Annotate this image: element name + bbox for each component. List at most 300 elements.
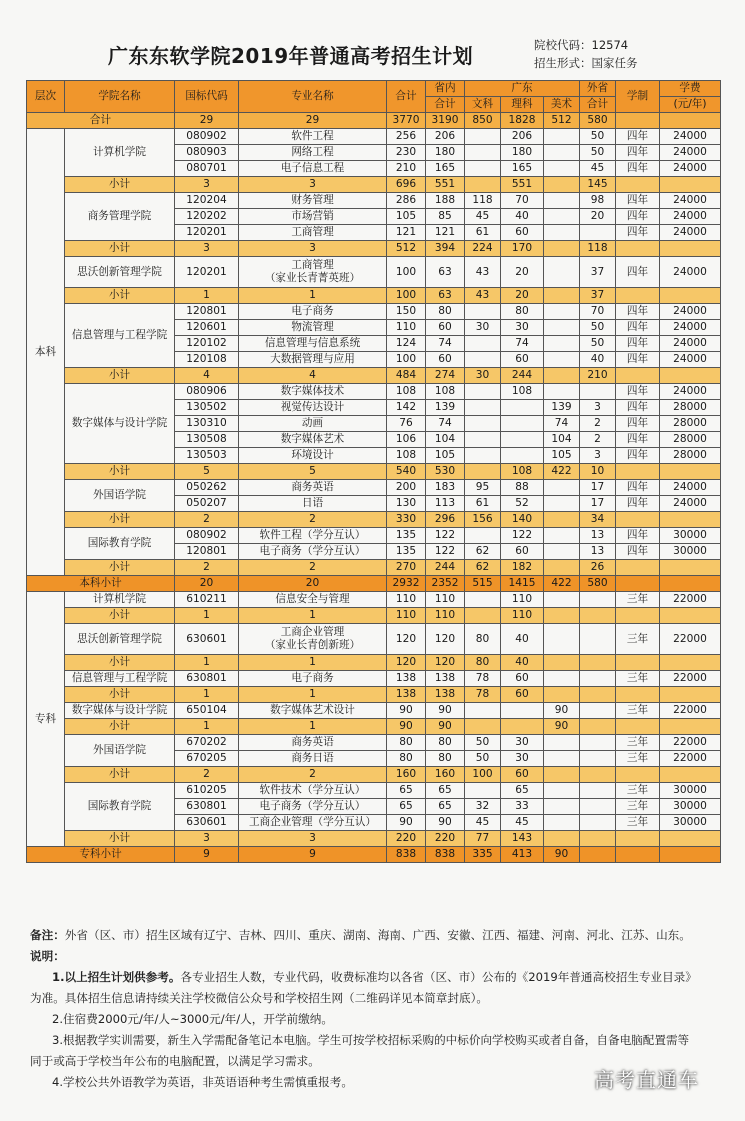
- cell-in_prov: 121: [426, 225, 465, 241]
- summary-codes: 20: [175, 576, 239, 592]
- subtotal-total: 484: [387, 368, 426, 384]
- subtotal-codes: 5: [175, 464, 239, 480]
- national-code: 610205: [175, 783, 239, 799]
- enrollment-plan-table: [26, 80, 721, 863]
- major-name-line2: （家业长青菁英班）: [264, 272, 361, 284]
- national-code: 080701: [175, 161, 239, 177]
- cell-fee: 30000: [660, 815, 721, 831]
- table-row: [27, 304, 721, 320]
- table-row: [27, 384, 721, 400]
- cell-sci: 108: [501, 384, 544, 400]
- cell-out_prov: 17: [580, 496, 616, 512]
- table-row: [27, 129, 721, 145]
- college-subtotal-row: [27, 241, 721, 257]
- subtotal-duration: [616, 719, 660, 735]
- subtotal-fine: [544, 241, 580, 257]
- college-name: 国际教育学院: [65, 528, 175, 560]
- cell-fee: 24000: [660, 225, 721, 241]
- major-name: 商务英语: [239, 735, 387, 751]
- cell-out_prov: [580, 783, 616, 799]
- cell-dur: 四年: [616, 400, 660, 416]
- cell-out_prov: 3: [580, 448, 616, 464]
- cell-dur: 四年: [616, 145, 660, 161]
- cell-arts: 118: [465, 193, 501, 209]
- cell-sci: 40: [501, 209, 544, 225]
- cell-in_prov: 65: [426, 783, 465, 799]
- national-code: 670205: [175, 751, 239, 767]
- cell-total: 76: [387, 416, 426, 432]
- cell-fee: 22000: [660, 751, 721, 767]
- cell-arts: 61: [465, 496, 501, 512]
- cell-fine: 139: [544, 400, 580, 416]
- college-subtotal-row: [27, 767, 721, 783]
- college-subtotal-row: [27, 368, 721, 384]
- cell-arts: 62: [465, 544, 501, 560]
- major-name: 工商管理: [239, 225, 387, 241]
- subtotal-majors: 3: [239, 831, 387, 847]
- header-major: 专业名称: [239, 81, 387, 113]
- summary-fee: [660, 847, 721, 863]
- cell-dur: 四年: [616, 209, 660, 225]
- cell-arts: [465, 145, 501, 161]
- national-code: 080906: [175, 384, 239, 400]
- cell-dur: 四年: [616, 193, 660, 209]
- college-name: 信息管理与工程学院: [65, 304, 175, 368]
- summary-in_prov: 838: [426, 847, 465, 863]
- subtotal-fee: [660, 464, 721, 480]
- cell-out_prov: 98: [580, 193, 616, 209]
- cell-out_prov: [580, 751, 616, 767]
- national-code: 120201: [175, 257, 239, 288]
- subtotal-fee: [660, 767, 721, 783]
- cell-out_prov: 50: [580, 320, 616, 336]
- subtotal-sci: 60: [501, 687, 544, 703]
- cell-arts: [465, 783, 501, 799]
- subtotal-sci: 110: [501, 608, 544, 624]
- summary-duration: [616, 113, 660, 129]
- cell-fine: [544, 671, 580, 687]
- subtotal-fee: [660, 177, 721, 193]
- major-name: 视觉传达设计: [239, 400, 387, 416]
- college-name: 外国语学院: [65, 735, 175, 767]
- cell-fee: 24000: [660, 480, 721, 496]
- national-code: 080902: [175, 528, 239, 544]
- major-name: [239, 257, 387, 288]
- cell-out_prov: 13: [580, 528, 616, 544]
- cell-total: 120: [387, 624, 426, 655]
- cell-arts: [465, 592, 501, 608]
- cell-fine: [544, 783, 580, 799]
- cell-fee: 28000: [660, 400, 721, 416]
- cell-fine: [544, 209, 580, 225]
- major-name: 物流管理: [239, 320, 387, 336]
- subtotal-codes: 1: [175, 608, 239, 624]
- subtotal-fine: [544, 177, 580, 193]
- table-row: [27, 671, 721, 687]
- cell-fee: 24000: [660, 304, 721, 320]
- cell-arts: 80: [465, 624, 501, 655]
- subtotal-out_prov: [580, 719, 616, 735]
- college-subtotal-row: [27, 719, 721, 735]
- national-code: 120204: [175, 193, 239, 209]
- note-item-2: 2.住宿费2000元/年/人~3000元/年/人，开学前缴纳。: [52, 1012, 333, 1026]
- summary-out_prov: 580: [580, 113, 616, 129]
- major-name: 工商企业管理（学分互认）: [239, 815, 387, 831]
- cell-in_prov: 138: [426, 671, 465, 687]
- subtotal-label: 小计: [65, 177, 175, 193]
- subtotal-label: 小计: [65, 655, 175, 671]
- subtotal-fee: [660, 512, 721, 528]
- cell-sci: 40: [501, 624, 544, 655]
- subtotal-duration: [616, 177, 660, 193]
- major-name: 软件工程: [239, 129, 387, 145]
- cell-arts: [465, 400, 501, 416]
- cell-total: 105: [387, 209, 426, 225]
- summary-fine: 512: [544, 113, 580, 129]
- level-label: 本科: [27, 129, 65, 576]
- summary-in_prov: 2352: [426, 576, 465, 592]
- national-code: 120201: [175, 225, 239, 241]
- cell-sci: 110: [501, 592, 544, 608]
- subtotal-sci: 20: [501, 288, 544, 304]
- subtotal-label: 小计: [65, 767, 175, 783]
- subtotal-fine: [544, 560, 580, 576]
- cell-out_prov: [580, 671, 616, 687]
- major-name: 电子信息工程: [239, 161, 387, 177]
- header-in-province-total: 合计: [426, 97, 465, 113]
- subtotal-out_prov: 145: [580, 177, 616, 193]
- subtotal-fine: [544, 288, 580, 304]
- subtotal-majors: 2: [239, 767, 387, 783]
- subtotal-duration: [616, 368, 660, 384]
- cell-out_prov: [580, 735, 616, 751]
- subtotal-majors: 4: [239, 368, 387, 384]
- subtotal-out_prov: 26: [580, 560, 616, 576]
- major-name: 环境设计: [239, 448, 387, 464]
- major-name: 财务管理: [239, 193, 387, 209]
- national-code: 050207: [175, 496, 239, 512]
- cell-total: 124: [387, 336, 426, 352]
- cell-dur: 四年: [616, 225, 660, 241]
- cell-sci: 30: [501, 751, 544, 767]
- header-national-code: 国标代码: [175, 81, 239, 113]
- national-code: 650104: [175, 703, 239, 719]
- college-subtotal-row: [27, 655, 721, 671]
- subtotal-in_prov: 530: [426, 464, 465, 480]
- subtotal-label: 小计: [65, 512, 175, 528]
- cell-dur: 四年: [616, 384, 660, 400]
- cell-in_prov: 108: [426, 384, 465, 400]
- subtotal-majors: 1: [239, 655, 387, 671]
- cell-dur: 四年: [616, 416, 660, 432]
- cell-out_prov: 45: [580, 161, 616, 177]
- cell-in_prov: 183: [426, 480, 465, 496]
- cell-total: 110: [387, 592, 426, 608]
- cell-in_prov: 110: [426, 592, 465, 608]
- header-tuition-unit: (元/年): [660, 97, 721, 113]
- cell-fine: [544, 257, 580, 288]
- summary-fee: [660, 576, 721, 592]
- subtotal-total: 138: [387, 687, 426, 703]
- subtotal-fee: [660, 368, 721, 384]
- cell-arts: [465, 448, 501, 464]
- subtotal-codes: 2: [175, 767, 239, 783]
- subtotal-majors: 1: [239, 288, 387, 304]
- cell-dur: 三年: [616, 671, 660, 687]
- subtotal-arts: 156: [465, 512, 501, 528]
- table-row: [27, 257, 721, 288]
- summary-out_prov: 580: [580, 576, 616, 592]
- cell-fine: [544, 145, 580, 161]
- cell-arts: [465, 304, 501, 320]
- cell-out_prov: 40: [580, 352, 616, 368]
- college-name: 信息管理与工程学院: [65, 671, 175, 687]
- subtotal-fee: [660, 655, 721, 671]
- cell-fee: 24000: [660, 320, 721, 336]
- subtotal-out_prov: 10: [580, 464, 616, 480]
- header-tuition: 学费: [660, 81, 721, 97]
- cell-fee: 24000: [660, 129, 721, 145]
- cell-fee: 24000: [660, 352, 721, 368]
- cell-fee: 24000: [660, 257, 721, 288]
- cell-out_prov: 2: [580, 416, 616, 432]
- subtotal-total: 110: [387, 608, 426, 624]
- cell-arts: 45: [465, 815, 501, 831]
- subtotal-arts: 100: [465, 767, 501, 783]
- cell-total: 80: [387, 735, 426, 751]
- national-code: 080903: [175, 145, 239, 161]
- cell-fine: [544, 592, 580, 608]
- cell-fee: 30000: [660, 528, 721, 544]
- table-row: [27, 703, 721, 719]
- cell-sci: 30: [501, 735, 544, 751]
- subtotal-fine: [544, 655, 580, 671]
- cell-dur: 三年: [616, 703, 660, 719]
- cell-dur: 三年: [616, 783, 660, 799]
- cell-in_prov: 122: [426, 528, 465, 544]
- subtotal-majors: 2: [239, 512, 387, 528]
- cell-arts: 45: [465, 209, 501, 225]
- subtotal-sci: 140: [501, 512, 544, 528]
- subtotal-fee: [660, 687, 721, 703]
- admission-form: 招生形式：国家任务: [534, 56, 638, 70]
- summary-codes: 9: [175, 847, 239, 863]
- subtotal-in_prov: 296: [426, 512, 465, 528]
- summary-arts: 335: [465, 847, 501, 863]
- subtotal-total: 90: [387, 719, 426, 735]
- cell-in_prov: 90: [426, 703, 465, 719]
- subtotal-codes: 4: [175, 368, 239, 384]
- subtotal-fine: [544, 512, 580, 528]
- national-code: 120108: [175, 352, 239, 368]
- subtotal-majors: 1: [239, 719, 387, 735]
- national-code: 130310: [175, 416, 239, 432]
- college-subtotal-row: [27, 831, 721, 847]
- subtotal-codes: 1: [175, 687, 239, 703]
- summary-label: 专科小计: [27, 847, 175, 863]
- subtotal-out_prov: [580, 687, 616, 703]
- subtotal-arts: [465, 608, 501, 624]
- cell-dur: 四年: [616, 352, 660, 368]
- subtotal-label: 小计: [65, 608, 175, 624]
- header-row-1: [27, 81, 721, 97]
- cell-sci: 60: [501, 225, 544, 241]
- major-name: 动画: [239, 416, 387, 432]
- subtotal-label: 小计: [65, 288, 175, 304]
- summary-label: 合计: [27, 113, 175, 129]
- page-title: 广东东软学院2019年普通高考招生计划: [108, 44, 474, 68]
- cell-sci: [501, 400, 544, 416]
- college-subtotal-row: [27, 608, 721, 624]
- national-code: 630801: [175, 671, 239, 687]
- college-name: 思沃创新管理学院: [65, 624, 175, 655]
- cell-sci: 206: [501, 129, 544, 145]
- major-name: 电子商务（学分互认）: [239, 799, 387, 815]
- table-row: [27, 480, 721, 496]
- subtotal-duration: [616, 608, 660, 624]
- college-subtotal-row: [27, 560, 721, 576]
- cell-arts: [465, 336, 501, 352]
- header-science: 理科: [501, 97, 544, 113]
- cell-total: 142: [387, 400, 426, 416]
- subtotal-majors: 1: [239, 608, 387, 624]
- subtotal-fine: [544, 608, 580, 624]
- cell-fee: 22000: [660, 624, 721, 655]
- summary-out_prov: [580, 847, 616, 863]
- cell-in_prov: 60: [426, 352, 465, 368]
- major-name-line1: 工商企业管理: [280, 626, 345, 638]
- cell-total: 106: [387, 432, 426, 448]
- cell-total: 138: [387, 671, 426, 687]
- cell-sci: 30: [501, 320, 544, 336]
- subtotal-in_prov: 274: [426, 368, 465, 384]
- college-name: 国际教育学院: [65, 783, 175, 831]
- remark: 备注：外省（区、市）招生区域有辽宁、吉林、四川、重庆、湖南、海南、广西、安徽、江西、福建、河南、河北、江苏、山东。: [30, 928, 691, 942]
- cell-out_prov: [580, 815, 616, 831]
- subtotal-total: 220: [387, 831, 426, 847]
- subtotal-out_prov: 37: [580, 288, 616, 304]
- cell-total: 108: [387, 448, 426, 464]
- cell-in_prov: 105: [426, 448, 465, 464]
- total-row: [27, 113, 721, 129]
- cell-dur: 四年: [616, 257, 660, 288]
- national-code: 610211: [175, 592, 239, 608]
- college-name: 外国语学院: [65, 480, 175, 512]
- subtotal-out_prov: [580, 608, 616, 624]
- subtotal-duration: [616, 831, 660, 847]
- header-guangdong: 广东: [465, 81, 580, 97]
- cell-in_prov: 74: [426, 416, 465, 432]
- subtotal-majors: 1: [239, 687, 387, 703]
- subtotal-arts: 77: [465, 831, 501, 847]
- cell-total: 135: [387, 544, 426, 560]
- cell-fine: [544, 496, 580, 512]
- cell-fine: 105: [544, 448, 580, 464]
- cell-in_prov: 122: [426, 544, 465, 560]
- subtotal-fee: [660, 831, 721, 847]
- header-in-province: 省内: [426, 81, 465, 97]
- subtotal-majors: 3: [239, 241, 387, 257]
- major-name: [239, 624, 387, 655]
- cell-in_prov: 80: [426, 735, 465, 751]
- cell-dur: 三年: [616, 735, 660, 751]
- plan-body: [27, 113, 721, 863]
- subtotal-sci: 244: [501, 368, 544, 384]
- subtotal-total: 120: [387, 655, 426, 671]
- subtotal-arts: [465, 177, 501, 193]
- subtotal-codes: 1: [175, 655, 239, 671]
- cell-total: 150: [387, 304, 426, 320]
- cell-dur: 四年: [616, 304, 660, 320]
- summary-majors: 9: [239, 847, 387, 863]
- summary-arts: 850: [465, 113, 501, 129]
- national-code: 080902: [175, 129, 239, 145]
- header-arts: 文科: [465, 97, 501, 113]
- summary-fine: 422: [544, 576, 580, 592]
- college-name: 数字媒体与设计学院: [65, 384, 175, 464]
- cell-fine: [544, 799, 580, 815]
- cell-sci: 74: [501, 336, 544, 352]
- cell-in_prov: 104: [426, 432, 465, 448]
- cell-fine: [544, 624, 580, 655]
- summary-sci: 1828: [501, 113, 544, 129]
- cell-total: 200: [387, 480, 426, 496]
- summary-in_prov: 3190: [426, 113, 465, 129]
- subtotal-arts: 62: [465, 560, 501, 576]
- cell-dur: 四年: [616, 161, 660, 177]
- subtotal-in_prov: 160: [426, 767, 465, 783]
- cell-dur: 四年: [616, 528, 660, 544]
- subtotal-in_prov: 394: [426, 241, 465, 257]
- subtotal-in_prov: 220: [426, 831, 465, 847]
- cell-fine: 104: [544, 432, 580, 448]
- college-subtotal-row: [27, 177, 721, 193]
- cell-fine: [544, 735, 580, 751]
- cell-fine: [544, 304, 580, 320]
- cell-total: 65: [387, 783, 426, 799]
- national-code: 050262: [175, 480, 239, 496]
- cell-total: 130: [387, 496, 426, 512]
- national-code: 120102: [175, 336, 239, 352]
- college-subtotal-row: [27, 687, 721, 703]
- summary-total: 3770: [387, 113, 426, 129]
- header-fine-arts: 美术: [544, 97, 580, 113]
- cell-sci: 52: [501, 496, 544, 512]
- subtotal-duration: [616, 464, 660, 480]
- subtotal-codes: 3: [175, 241, 239, 257]
- cell-dur: 三年: [616, 799, 660, 815]
- cell-total: 90: [387, 703, 426, 719]
- cell-fine: [544, 320, 580, 336]
- cell-in_prov: 65: [426, 799, 465, 815]
- summary-arts: 515: [465, 576, 501, 592]
- cell-fee: 24000: [660, 209, 721, 225]
- subtotal-codes: 1: [175, 288, 239, 304]
- subtotal-codes: 2: [175, 560, 239, 576]
- cell-dur: 三年: [616, 624, 660, 655]
- cell-fine: [544, 225, 580, 241]
- note-item-1: 1.以上招生计划供参考。各专业招生人数，专业代码，收费标准均以各省（区、市）公布的《2019年普通高校招生专业目录》: [52, 970, 697, 984]
- subtotal-duration: [616, 655, 660, 671]
- cell-sci: [501, 416, 544, 432]
- subtotal-sci: 182: [501, 560, 544, 576]
- college-name: 计算机学院: [65, 129, 175, 177]
- national-code: 130502: [175, 400, 239, 416]
- major-name: 大数据管理与应用: [239, 352, 387, 368]
- cell-sci: 80: [501, 304, 544, 320]
- national-code: 120801: [175, 304, 239, 320]
- subtotal-out_prov: [580, 655, 616, 671]
